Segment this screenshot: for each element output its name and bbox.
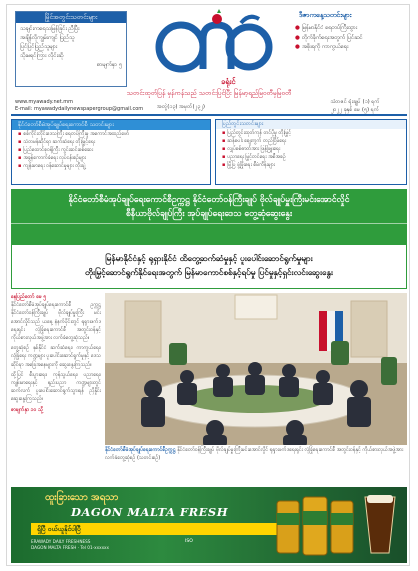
news-item[interactable] <box>12 146 210 154</box>
bullet-icon: ▪ <box>18 131 22 137</box>
bullet-icon: ▪ <box>18 147 22 153</box>
bullet-icon: ▪ <box>18 163 22 169</box>
ad-certification-badge: ISO <box>185 539 193 544</box>
news-item-text: လျှပ်စစ်ဓာတ်အား ဖြန့်ဖြူးရေး <box>227 146 281 152</box>
news-item[interactable] <box>216 137 406 145</box>
masthead <box>7 5 410 115</box>
date-line: ၂၀၂၂ ခုနှစ် မေ (၅) ရက် <box>330 106 380 113</box>
left-promo-line: အချိန်လိုကျွမ်းကျင် ပြည်သူ <box>20 35 75 41</box>
article-paragraph: ထို့ပြင် စီးပွားရေး၊ ကုန်သွယ်ရေး၊ ပညာရေး၊ ကျန်းမာရေးနှင့် နည်းပညာ ကဏ္ဍများတွင် ဆက်လက် ပူးပေါင်းဆောင်ရွက်သွားရန် ညှိနှိုင်းဆွေးနွေးကြသည်။ <box>11 371 101 403</box>
bullet-icon: ▪ <box>222 130 226 136</box>
news-item[interactable] <box>216 153 406 161</box>
news-box-right <box>215 119 407 185</box>
highlight-item <box>291 24 409 34</box>
issue-number: အတွဲ(၁၃) အမှတ်(၂၃၂) <box>157 104 205 110</box>
ad-fine-line: DAGON MALTA FRESH · Tel 01-xxxxxx <box>31 545 109 550</box>
right-highlights-title: ဒီဇာကနေ့သတင်းများ <box>299 11 352 19</box>
beverage-cans-icon <box>273 487 403 563</box>
email-link[interactable]: E-mail: myawadydailynewspapergroup@gmail.com <box>15 105 144 112</box>
left-promo-line: သိုးမရင်ကြား လိုင်းဆို <box>20 53 64 59</box>
highlight-text: အစိုးရကို ကာကွယ်ရေး <box>301 44 349 50</box>
left-promo-header: မြိုင်အတွင်းသတင်းများ <box>16 12 126 23</box>
ad-fine-print <box>31 539 181 551</box>
masthead-rule <box>11 114 407 116</box>
meeting-photo-illustration <box>105 293 407 445</box>
newspaper-logo <box>145 9 275 83</box>
news-item-text: သံတမန်ဆိုင်ရာ ဆက်ဆံရေး တိုးမြှင့်ရေး <box>23 139 96 145</box>
article-paragraph: နိုင်ငံတော်စီမံအုပ်ချုပ်ရေးကောင်စီ ဥက္ကဋ္ဌ နိုင်ငံတော်ဝန်ကြီးချုပ် ဗိုလ်ချုပ်မှူးကြီး မင်းအောင်လှိုင်သည် ယနေ့ နံနက်ပိုင်းတွင် ရုရှားဖက်ဒရေးရှင်း လုံခြုံရေးကောင်စီ အတွင်းဝန်နှင့် ကိုယ်စားလှယ်အဖွဲ့အား လက်ခံတွေ့ဆုံသည်။ <box>11 302 101 342</box>
highlight-item <box>291 43 409 53</box>
headline-divider <box>11 223 407 224</box>
bullet-icon: ▪ <box>222 154 226 160</box>
subheadline-line-1: မြန်မာနိုင်ငံနှင့် ရုရှားနိုင်ငံ ထိတွေ့ဆက်ဆံမှုနှင့် ပူးပေါင်းဆောင်ရွက်မှုများ <box>105 253 313 263</box>
article-paragraph: တွေ့ဆုံစဉ် နှစ်နိုင်ငံ ဆက်ဆံရေး၊ ကာကွယ်ရေး၊ လုံခြုံရေး ကဏ္ဍများ ပူးပေါင်းဆောင်ရွက်မှုနှင့် ဒေသဆိုင်ရာ အခြေအနေများကို ဆွေးနွေးကြသည်။ <box>11 345 101 368</box>
news-item[interactable] <box>216 129 406 137</box>
news-item[interactable] <box>12 138 210 146</box>
caption-text: နိုင်ငံတော်ဝန်ကြီးချုပ် ဗိုလ်ချုပ်မှူးကြီးမင်းအောင်လှိုင် ရုရှားဖက်ဒရေးရှင်း လုံခြုံရေးကောင်စီ အတွင်းဝန်နှင့် ကိုယ်စားလှယ်အဖွဲ့အား လက်ခံတွေ့ဆုံစဉ် (သတင်းစဉ်) <box>105 447 404 461</box>
ad-brand: DAGON MALTA FRESH <box>71 505 229 519</box>
article-continued[interactable]: စာမျက်နှာ ၁၀ သို့ <box>11 406 43 413</box>
left-promo-line: သချင်းကရေသမြန်ခြင်း ညီပြီး <box>20 26 80 32</box>
sub-headline <box>11 245 407 289</box>
news-item[interactable] <box>12 154 210 162</box>
news-item-text: ပြည်ထောင်စုဝန်ကြီး ကွင်းဆင်းစစ်ဆေး <box>23 147 94 153</box>
website-link[interactable]: www.myawady.net.mm <box>15 99 73 105</box>
left-promo-box <box>15 11 127 87</box>
news-item[interactable] <box>12 162 210 170</box>
highlight-text: တိုက်ခိုက်ရေးအတွက် ပြင်ဆင် <box>301 34 363 41</box>
right-highlights <box>291 11 409 53</box>
highlight-item <box>291 34 409 44</box>
main-headline <box>11 189 407 245</box>
news-box-right-header: ပြည်တွင်းသတင်းများ <box>216 120 406 129</box>
lead-photo <box>105 293 407 445</box>
edition-label: ခရုံးင် <box>221 77 236 86</box>
news-item-text: စစ်ကိုင်းတိုင်းဒေသကြီး ရေတပ်ကြီးမှု အကောင်အထည်ဖော် <box>23 131 130 137</box>
news-item-text: ဆန်စပါး စျေးကွက် တည်ငြိမ်ရေး <box>227 138 287 144</box>
bullet-icon: ▪ <box>18 155 22 161</box>
masthead-slogan: သတင်းထုတ်ပြန် မှန်ကန်သည် သတင်းပြင်ပြီး မြန်မာ့ရည်မြဝတီမှမြဝတီ <box>126 89 292 97</box>
article-dateline: နေပြည်တော် မေ ၅ <box>11 294 47 300</box>
news-item[interactable] <box>216 145 406 153</box>
bullet-icon: ▪ <box>18 139 22 145</box>
contact-info <box>15 99 143 113</box>
left-promo-line: ပြင်ပြင်ပြည်သူများ <box>20 44 58 50</box>
photo-caption <box>105 447 407 483</box>
highlight-text: မြန်မာနိုင်ငံ ရေတပ်ကြီးထွား <box>301 25 358 31</box>
headline-line-1: နိုင်ငံတော်စီမံအုပ်ချုပ်ရေးကောင်စီဥက္ကဋ္ဌ နိုင်ငံတော်ဝန်ကြီးချုပ် ဗိုလ်ချုပ်မှူးကြီးမင်းအောင်လှိုင် <box>68 195 350 205</box>
issue-date <box>307 99 403 114</box>
news-item-text: မြို့ပြ ဖွံ့ဖြိုးရေး စီမံကိန်းများ <box>227 162 275 168</box>
bullet-icon: ▪ <box>222 146 226 152</box>
left-promo-page-ref: စာမျက်နှာ ၅ <box>96 62 122 68</box>
news-item-text: ကျန်းမာရေး ဝန်ဆောင်မှုများ တိုးချဲ့ <box>23 163 86 169</box>
news-box-left <box>11 119 211 185</box>
article-body <box>11 293 101 483</box>
bullet-icon: ● <box>295 25 300 31</box>
ad-tagline: ရှိပြီ ဝယ်ယူနိုင်ပါပြီ <box>31 523 281 535</box>
bullet-icon: ▪ <box>222 138 226 144</box>
bullet-icon: ▪ <box>222 162 226 168</box>
news-item-text: ပညာရေး မြှင့်တင်ရေး အစီအစဉ် <box>227 154 286 160</box>
headline-line-2: စီနီယာဗိုလ်ချုပ်ကြီး အုပ်ချုပ်ရေးဒေသ တွေ့ဆုံဆွေးနွေး <box>125 209 293 219</box>
dagon-malta-ad[interactable] <box>11 487 407 563</box>
date-line: သံတဇင် ရုံးချုပ် (၁) ရက် <box>330 99 380 105</box>
caption-highlight: နိုင်ငံတော်စီမံအုပ်ချုပ်ရေးကောင်စီဥက္ကဋ္ဌ <box>105 447 176 453</box>
news-item-text: ပြည်တွင်းထုတ်ကုန် တင်ပို့မှု တိုးမြှင့် <box>227 130 292 136</box>
ad-fine-line: ERAWADY DAILY FRESHNESS <box>31 539 91 544</box>
newspaper-front-page <box>6 4 410 566</box>
logo-wordmark-icon <box>145 9 275 83</box>
news-summary-row <box>11 119 407 185</box>
subheadline-line-2: တိုးမြှင့်ဆောင်ရွက်နိုင်ရေးအတွက် မြန်မာကောင်စစ်နှင့်ရပ်မှု ပြင်မှုနှင့်ရှင်းလင်းဆွေးနွေး <box>85 267 333 277</box>
news-item[interactable] <box>12 130 210 138</box>
news-box-left-header: နိုင်ငံတော်စီမံအုပ်ချုပ်ရေးကောင်စီ သတင်းများ <box>12 120 210 130</box>
ad-title: ထူးခြားသော အရသာ <box>45 492 119 503</box>
bullet-icon: ● <box>295 44 300 50</box>
news-item-text: အခွန်ကောက်ခံရေး လုပ်ငန်းစဉ်များ <box>23 155 86 161</box>
bullet-icon: ● <box>295 34 300 41</box>
news-item[interactable] <box>216 161 406 169</box>
left-promo-body <box>16 23 126 72</box>
